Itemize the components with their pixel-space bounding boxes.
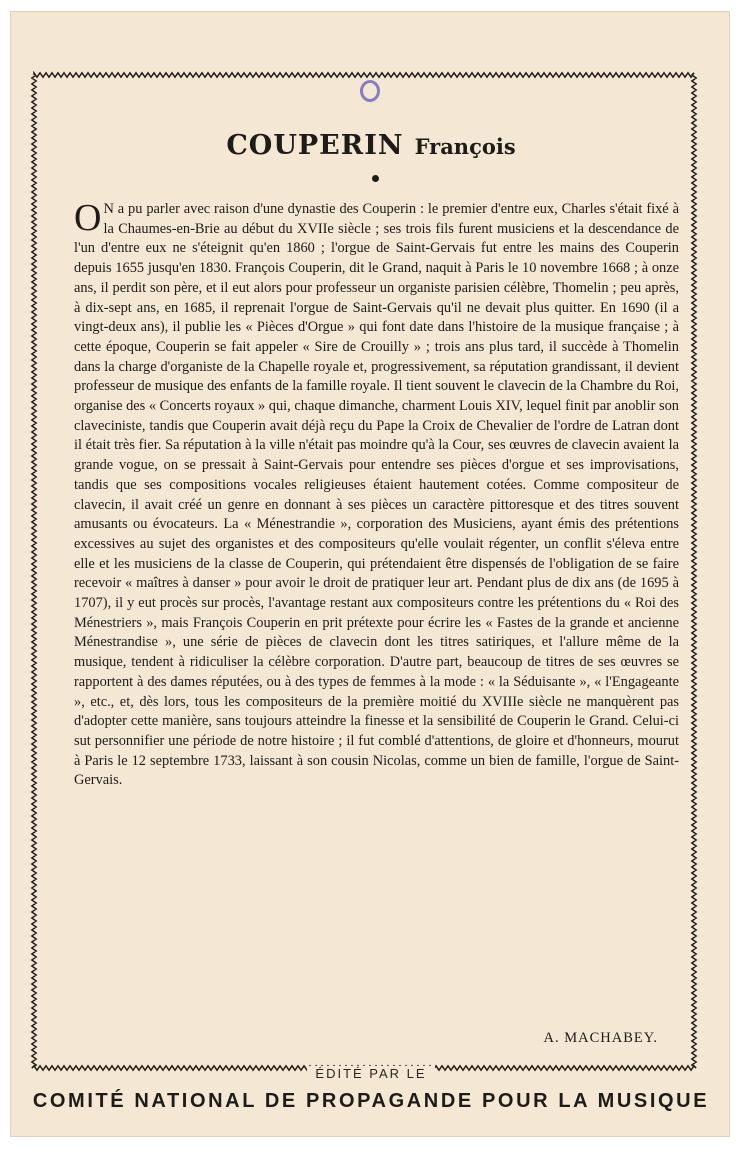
stamp-circle-mark bbox=[360, 80, 380, 102]
edited-by-line bbox=[0, 1066, 742, 1081]
edited-by-label: ÉDITÉ PAR LE bbox=[307, 1066, 434, 1081]
title-surname: COUPERIN bbox=[226, 130, 404, 161]
title-given-name: François bbox=[414, 134, 516, 159]
separator-dot-icon bbox=[372, 175, 379, 182]
drop-cap: O bbox=[74, 197, 102, 239]
author-signature: A. MACHABEY. bbox=[543, 1030, 658, 1046]
publisher-name: COMITÉ NATIONAL DE PROPAGANDE POUR LA MUSIQUE bbox=[32, 1090, 710, 1112]
page-title bbox=[0, 130, 742, 161]
article-text: N a pu parler avec raison d'une dynastie des Couperin : le premier d'entre eux, Charles s'était fixé à la Chaumes-en-Brie au début du XVIIe siècle ; ses trois fils furent musiciens et la descendance de l'un d'entre eux ne s'éteignit qu'en 1860 ; l'orgue de Saint-Gervais fut entre les mains des Couperin depuis 1655 jusqu'en 1830. François Couperin, dit le Grand, naquit à Paris le 10 novembre 1668 ; à onze ans, il perdit son père, et il eut alors pour professeur un organiste parisien célèbre, Thomelin ; peu après, à dix-sept ans, en 1685, il reprenait l'orgue de Saint-Gervais qu'il ne devait plus quitter. En 1690 (il a vingt-deux ans), il publie les « Pièces d'Orgue » qui font date dans l'histoire de la musique française ; à cette époque, Couperin se fait appeler « Sire de Crouilly » ; trois ans plus tard, il succède à Thomelin dans la charge d'organiste de la Chapelle royale et, progressivement, sa réputation grandissant, il devient professeur de musique des enfants de la famille royale. Il tient souvent le clavecin de la Chambre du Roi, organise des « Concerts royaux » qui, chaque dimanche, charment Louis XIV, lequel finit par anoblir son claveciniste, tandis que Couperin avait déjà reçu du Pape la Croix de Chevalier de l'ordre de Latran dont il était très fier. Sa réputation à la ville n'était pas moindre qu'à la Cour, ses œuvres de clavecin avaient la grande vogue, on se pressait à Saint-Gervais pour entendre ses pièces d'orgue et ses improvisations, tandis que ses compositions vocales religieuses étaient hautement cotées. Comme compositeur de clavecin, il avait créé un genre en donnant à ses pièces un caractère pittoresque et des titres souvent amusants ou évocateurs. La « Ménestrandie », corporation des Musiciens, ayant émis des prétentions excessives au sujet des organistes et des compositeurs qu'elle voulait régenter, un conflit s'éleva entre elle et les musiciens de la classe de Couperin, qui prétendaient être dispensés de l'obligation de se faire recevoir « maîtres à danser » pour avoir le droit de pratiquer leur art. Pendant plus de dix ans (de 1695 à 1707), il y eut procès sur procès, l'avantage restant aux compositeurs contre les prétentions du « Roi des Ménestriers », mais François Couperin en prit prétexte pour écrire les « Fastes de la grande et ancienne Ménestrandise », une série de pièces de clavecin dont les titres satiriques, et l'allure même de la musique, tendent à ridiculiser la célèbre corporation. D'autre part, beaucoup de titres de ses œuvres se rapportent à des dames réputées, ou à des types de femmes à la mode : « la Séduisante », « l'Engageante », etc., et, dès lors, tous les compositeurs de la première moitié du XVIIIe siècle ne manquèrent pas d'adopter cette manière, sans toujours atteindre la finesse et la sensibilité de Couperin le Grand. Celui-ci sut personnifier une période de notre histoire ; il fut comblé d'attentions, de gloire et d'honneurs, mourut à Paris le 12 septembre 1733, laissant à son cousin Nicolas, comme un bien de famille, l'orgue de Saint-Gervais. bbox=[74, 201, 680, 789]
article-body bbox=[74, 197, 680, 791]
